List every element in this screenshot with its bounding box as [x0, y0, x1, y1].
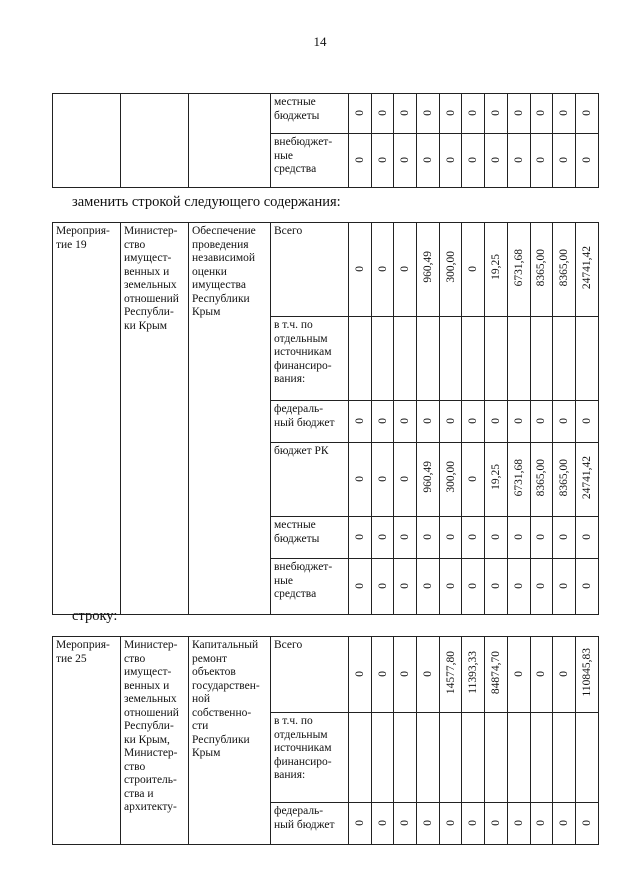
value-text: 0: [399, 476, 412, 482]
cell-funding-source: внебюджет- ные средства: [271, 134, 349, 188]
cell-value: [575, 223, 598, 317]
cell-value: [349, 134, 372, 188]
value-text: 0: [558, 157, 571, 163]
value-text: 0: [512, 583, 525, 589]
value-text: 0: [353, 157, 366, 163]
cell-value: [462, 713, 485, 803]
cell-value: [507, 517, 530, 559]
cell-value: [394, 443, 417, 517]
value-text: 0: [467, 820, 480, 826]
value-text: 0: [558, 671, 571, 677]
cell-funding-source: Всего: [271, 223, 349, 317]
cell-value: [575, 559, 598, 615]
cell-value: [417, 134, 440, 188]
value-text: 0: [444, 157, 457, 163]
cell-value: [462, 443, 485, 517]
cell-value: [553, 637, 576, 713]
cell-value: [485, 803, 508, 845]
cell-value: [507, 713, 530, 803]
value-text: 0: [399, 583, 412, 589]
table-event-19: [52, 222, 599, 615]
value-text: 0: [399, 671, 412, 677]
value-text: 0: [353, 110, 366, 116]
cell-value: [417, 803, 440, 845]
table-fragment-top: [52, 93, 599, 188]
cell-value: [485, 713, 508, 803]
cell-value: [439, 317, 462, 401]
cell-value: [371, 223, 394, 317]
cell-value: [371, 401, 394, 443]
cell-value: [349, 317, 372, 401]
table-row: [53, 223, 599, 317]
value-text: 0: [421, 583, 434, 589]
value-text: 0: [399, 418, 412, 424]
cell-value: [394, 94, 417, 134]
value-text: 0: [444, 820, 457, 826]
cell-value: [575, 713, 598, 803]
value-text: 0: [580, 157, 593, 163]
cell-value: [462, 134, 485, 188]
cell-executor: Министер- ство имущест- венных и земельных отношений Республи- ки Крым, Министер- ство строитель- ства и архитекту-: [121, 637, 189, 845]
cell-value: [417, 317, 440, 401]
value-text: 0: [535, 110, 548, 116]
cell-value: [462, 401, 485, 443]
value-text: 0: [580, 418, 593, 424]
cell-value: [553, 517, 576, 559]
value-text: 0: [467, 476, 480, 482]
value-text: 0: [421, 671, 434, 677]
cell-value: [462, 94, 485, 134]
cell-value: [439, 803, 462, 845]
cell-value: [575, 517, 598, 559]
cell-value: [439, 94, 462, 134]
value-text: 0: [580, 534, 593, 540]
row-instruction: строку:: [72, 608, 118, 624]
cell-value: [530, 223, 553, 317]
table-event-25: [52, 636, 599, 845]
value-text: 0: [444, 418, 457, 424]
value-text: 0: [376, 820, 389, 826]
cell-value: [507, 559, 530, 615]
cell-value: [485, 223, 508, 317]
cell-value: [530, 134, 553, 188]
cell-value: [439, 134, 462, 188]
value-text: 0: [535, 820, 548, 826]
value-text: 0: [399, 266, 412, 272]
value-text: 0: [558, 418, 571, 424]
cell-value: [417, 94, 440, 134]
cell-value: [371, 94, 394, 134]
value-text: 960,49: [421, 461, 434, 494]
value-text: 0: [353, 671, 366, 677]
value-text: 0: [535, 583, 548, 589]
cell-description: Обеспечение проведения независимой оценки имущества Республики Крым: [189, 223, 271, 615]
value-text: 0: [467, 266, 480, 272]
cell-value: [575, 443, 598, 517]
cell-value: [485, 559, 508, 615]
cell-value: [485, 443, 508, 517]
cell-funding-source: бюджет РК: [271, 443, 349, 517]
cell-description: [189, 94, 271, 188]
value-text: 0: [353, 266, 366, 272]
cell-funding-source: федераль- ный бюджет: [271, 803, 349, 845]
cell-value: [349, 94, 372, 134]
cell-value: [485, 317, 508, 401]
cell-value: [349, 517, 372, 559]
cell-value: [507, 401, 530, 443]
cell-value: [394, 401, 417, 443]
cell-value: [349, 401, 372, 443]
value-text: 0: [512, 110, 525, 116]
cell-value: [439, 713, 462, 803]
cell-value: [462, 317, 485, 401]
value-text: 0: [376, 583, 389, 589]
cell-value: [439, 223, 462, 317]
value-text: 19,25: [489, 464, 502, 491]
value-text: 84874,70: [489, 650, 502, 694]
value-text: 960,49: [421, 251, 434, 284]
cell-value: [553, 443, 576, 517]
value-text: 0: [512, 820, 525, 826]
cell-value: [394, 317, 417, 401]
cell-value: [485, 134, 508, 188]
value-text: 0: [421, 157, 434, 163]
value-text: 0: [580, 820, 593, 826]
cell-value: [349, 223, 372, 317]
value-text: 0: [353, 476, 366, 482]
cell-value: [349, 713, 372, 803]
value-text: 0: [399, 534, 412, 540]
cell-value: [417, 713, 440, 803]
value-text: 0: [512, 671, 525, 677]
value-text: 6731,68: [512, 248, 525, 286]
cell-description: Капитальный ремонт объектов государствен- ной собственно- сти Республики Крым: [189, 637, 271, 845]
cell-value: [394, 134, 417, 188]
value-text: 0: [376, 418, 389, 424]
cell-value: [417, 443, 440, 517]
cell-value: [530, 803, 553, 845]
cell-value: [507, 223, 530, 317]
cell-value: [439, 637, 462, 713]
value-text: 0: [421, 418, 434, 424]
cell-value: [507, 803, 530, 845]
cell-value: [349, 559, 372, 615]
cell-value: [507, 317, 530, 401]
cell-value: [371, 517, 394, 559]
cell-funding-source: местные бюджеты: [271, 94, 349, 134]
value-text: 300,00: [444, 461, 457, 494]
cell-value: [553, 803, 576, 845]
value-text: 0: [376, 110, 389, 116]
cell-value: [485, 517, 508, 559]
cell-value: [507, 134, 530, 188]
cell-value: [575, 317, 598, 401]
value-text: 8365,00: [558, 248, 571, 286]
cell-event: Мероприя- тие 25: [53, 637, 121, 845]
cell-value: [371, 713, 394, 803]
value-text: 110845,83: [580, 648, 593, 697]
value-text: 24741,42: [580, 245, 593, 289]
cell-value: [462, 517, 485, 559]
cell-value: [439, 517, 462, 559]
cell-value: [575, 637, 598, 713]
cell-value: [417, 637, 440, 713]
value-text: 0: [512, 534, 525, 540]
value-text: 14577,80: [444, 650, 457, 694]
cell-value: [371, 317, 394, 401]
cell-value: [553, 134, 576, 188]
cell-value: [371, 559, 394, 615]
value-text: 0: [399, 820, 412, 826]
cell-value: [575, 401, 598, 443]
cell-value: [349, 637, 372, 713]
value-text: 0: [353, 534, 366, 540]
cell-value: [507, 94, 530, 134]
cell-funding-source: в т.ч. по отдельным источникам финансиро- вания:: [271, 713, 349, 803]
cell-value: [553, 94, 576, 134]
value-text: 8365,00: [535, 458, 548, 496]
value-text: 0: [512, 157, 525, 163]
cell-value: [394, 559, 417, 615]
cell-value: [575, 94, 598, 134]
value-text: 0: [353, 583, 366, 589]
cell-value: [371, 443, 394, 517]
cell-value: [394, 803, 417, 845]
cell-value: [530, 94, 553, 134]
value-text: 0: [467, 534, 480, 540]
value-text: 0: [580, 583, 593, 589]
cell-value: [485, 637, 508, 713]
value-text: 0: [467, 583, 480, 589]
cell-value: [553, 317, 576, 401]
cell-value: [462, 637, 485, 713]
cell-value: [394, 637, 417, 713]
value-text: 0: [444, 534, 457, 540]
table2-body: [53, 223, 599, 615]
value-text: 0: [376, 157, 389, 163]
value-text: 300,00: [444, 251, 457, 284]
cell-value: [417, 401, 440, 443]
value-text: 0: [535, 418, 548, 424]
cell-value: [439, 559, 462, 615]
value-text: 0: [489, 534, 502, 540]
cell-value: [553, 223, 576, 317]
cell-value: [485, 94, 508, 134]
value-text: 0: [558, 583, 571, 589]
cell-value: [507, 637, 530, 713]
cell-value: [530, 443, 553, 517]
value-text: 0: [353, 418, 366, 424]
value-text: 0: [489, 418, 502, 424]
value-text: 0: [421, 534, 434, 540]
value-text: 0: [489, 820, 502, 826]
value-text: 0: [444, 110, 457, 116]
cell-funding-source: Всего: [271, 637, 349, 713]
cell-value: [371, 637, 394, 713]
cell-value: [439, 443, 462, 517]
value-text: 0: [580, 110, 593, 116]
value-text: 0: [467, 418, 480, 424]
value-text: 0: [489, 583, 502, 589]
cell-value: [553, 713, 576, 803]
cell-executor: [121, 94, 189, 188]
cell-value: [349, 803, 372, 845]
value-text: 0: [376, 534, 389, 540]
cell-value: [553, 401, 576, 443]
value-text: 0: [489, 157, 502, 163]
value-text: 0: [399, 110, 412, 116]
value-text: 0: [535, 671, 548, 677]
cell-value: [417, 223, 440, 317]
value-text: 6731,68: [512, 458, 525, 496]
value-text: 24741,42: [580, 455, 593, 499]
cell-value: [394, 713, 417, 803]
cell-value: [462, 803, 485, 845]
cell-value: [462, 223, 485, 317]
value-text: 0: [467, 110, 480, 116]
value-text: 8365,00: [558, 458, 571, 496]
cell-value: [371, 803, 394, 845]
value-text: 0: [467, 157, 480, 163]
cell-value: [394, 223, 417, 317]
cell-value: [394, 517, 417, 559]
cell-value: [439, 401, 462, 443]
value-text: 0: [535, 534, 548, 540]
value-text: 0: [376, 671, 389, 677]
value-text: 0: [444, 583, 457, 589]
value-text: 0: [421, 110, 434, 116]
cell-value: [485, 401, 508, 443]
cell-value: [575, 134, 598, 188]
cell-value: [530, 713, 553, 803]
cell-value: [349, 443, 372, 517]
cell-value: [530, 637, 553, 713]
cell-value: [575, 803, 598, 845]
value-text: 0: [558, 820, 571, 826]
page-number: 14: [313, 34, 327, 49]
cell-value: [417, 517, 440, 559]
value-text: 0: [535, 157, 548, 163]
cell-event: [53, 94, 121, 188]
cell-funding-source: федераль- ный бюджет: [271, 401, 349, 443]
value-text: 0: [376, 476, 389, 482]
cell-value: [530, 401, 553, 443]
value-text: 0: [558, 534, 571, 540]
table1-body: [53, 94, 599, 188]
cell-funding-source: в т.ч. по отдельным источникам финансиро- вания:: [271, 317, 349, 401]
cell-value: [530, 559, 553, 615]
value-text: 0: [421, 820, 434, 826]
cell-funding-source: местные бюджеты: [271, 517, 349, 559]
cell-value: [371, 134, 394, 188]
value-text: 0: [489, 110, 502, 116]
value-text: 11393,33: [467, 650, 480, 694]
value-text: 0: [353, 820, 366, 826]
value-text: 0: [512, 418, 525, 424]
value-text: 0: [399, 157, 412, 163]
value-text: 0: [376, 266, 389, 272]
cell-value: [530, 317, 553, 401]
cell-value: [462, 559, 485, 615]
table3-body: [53, 637, 599, 845]
cell-executor: Министер- ство имущест- венных и земельных отношений Республи- ки Крым: [121, 223, 189, 615]
table-row: [53, 94, 599, 134]
cell-value: [530, 517, 553, 559]
table-row: [53, 637, 599, 713]
value-text: 0: [558, 110, 571, 116]
value-text: 8365,00: [535, 248, 548, 286]
replace-instruction: заменить строкой следующего содержания:: [72, 194, 341, 210]
cell-value: [553, 559, 576, 615]
cell-value: [417, 559, 440, 615]
cell-event: Мероприя- тие 19: [53, 223, 121, 615]
value-text: 19,25: [489, 254, 502, 281]
cell-funding-source: внебюджет- ные средства: [271, 559, 349, 615]
cell-value: [507, 443, 530, 517]
